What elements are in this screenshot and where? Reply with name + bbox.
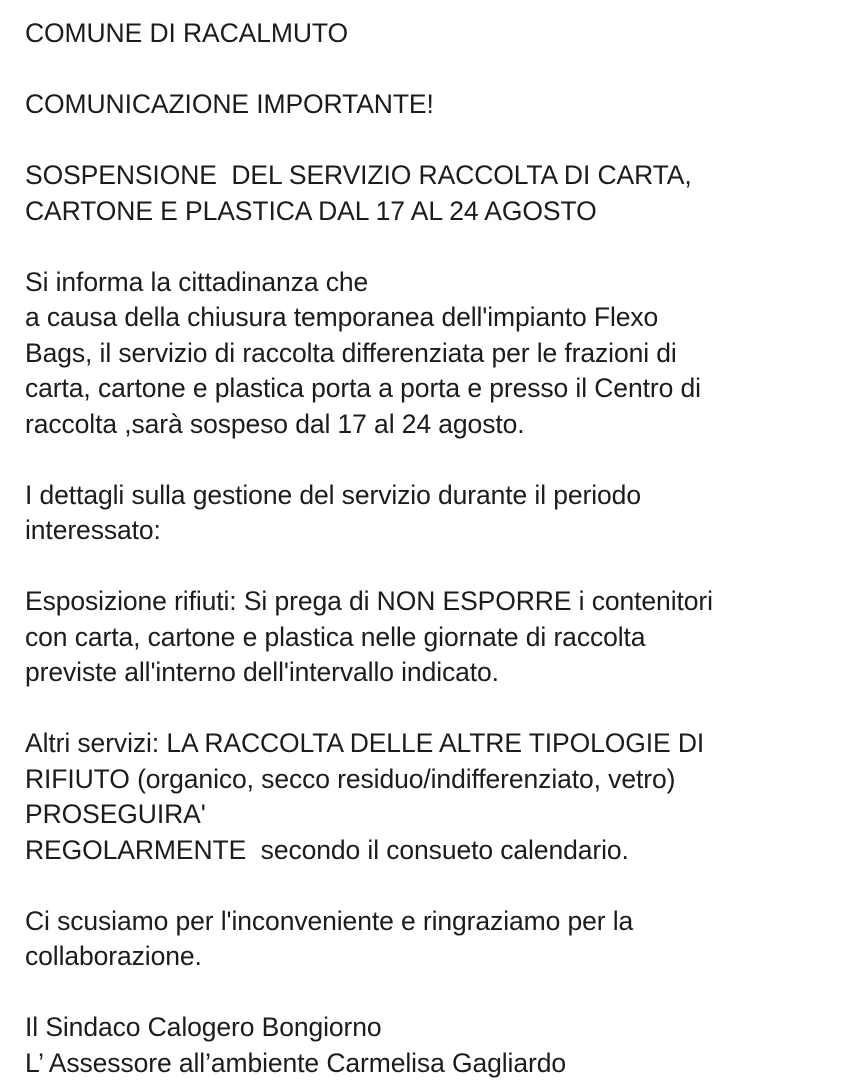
municipality-name: COMUNE DI RACALMUTO <box>25 18 348 48</box>
paragraph-gap <box>25 123 835 159</box>
exposure-line: con carta, cartone e plastica nelle giornate di raccolta <box>25 621 646 652</box>
other-services-line: PROSEGUIRA' <box>25 799 206 829</box>
paragraph-gap <box>25 549 835 585</box>
apology-line: collaborazione. <box>25 941 202 971</box>
signature-block <box>25 1010 835 1081</box>
notice-heading: COMUNICAZIONE IMPORTANTE! <box>25 89 434 119</box>
other-services-line: Altri servizi: LA RACCOLTA DELLE ALTRE TIPOLOGIE DI <box>25 728 705 758</box>
notice-document <box>25 16 835 1081</box>
other-services-paragraph <box>25 726 835 868</box>
details-paragraph <box>25 478 835 549</box>
other-services-line: RIFIUTO (organico, secco residuo/indifferenziato, vetro) <box>25 763 676 794</box>
intro-line: a causa della chiusura temporanea dell'impianto Flexo <box>25 302 659 332</box>
paragraph-gap <box>25 868 835 904</box>
intro-line: raccolta ,sarà sospeso dal 17 al 24 agosto. <box>25 408 525 439</box>
paragraph-gap <box>25 975 835 1011</box>
subject-line: CARTONE E PLASTICA DAL 17 AL 24 AGOSTO <box>25 195 597 226</box>
exposure-paragraph <box>25 584 835 691</box>
mayor-signature: Il Sindaco Calogero Bongiorno <box>25 1012 382 1042</box>
intro-line: carta, cartone e plastica porta a porta e presso il Centro di <box>25 373 701 403</box>
councillor-signature: L’ Assessore all’ambiente Carmelisa Gagliardo <box>25 1047 566 1078</box>
paragraph-gap <box>25 691 835 727</box>
exposure-line: Esposizione rifiuti: Si prega di NON ESPORRE i contenitori <box>25 586 713 616</box>
apology-line: Ci scusiamo per l'inconveniente e ringraziamo per la <box>25 905 634 936</box>
paragraph-gap <box>25 52 835 88</box>
apology-paragraph <box>25 904 835 975</box>
exposure-line: previste all'interno dell'intervallo indicato. <box>25 657 499 687</box>
intro-line: Si informa la cittadinanza che <box>25 266 369 297</box>
other-services-line: REGOLARMENTE secondo il consueto calendario. <box>25 834 629 865</box>
subject-paragraph <box>25 158 835 229</box>
details-line: interessato: <box>25 515 161 545</box>
paragraph-gap <box>25 229 835 265</box>
subject-line: SOSPENSIONE DEL SERVIZIO RACCOLTA DI CARTA, <box>25 160 692 190</box>
intro-line: Bags, il servizio di raccolta differenziata per le frazioni di <box>25 337 677 368</box>
paragraph-gap <box>25 442 835 478</box>
intro-paragraph <box>25 265 835 443</box>
details-line: I dettagli sulla gestione del servizio durante il periodo <box>25 479 641 510</box>
